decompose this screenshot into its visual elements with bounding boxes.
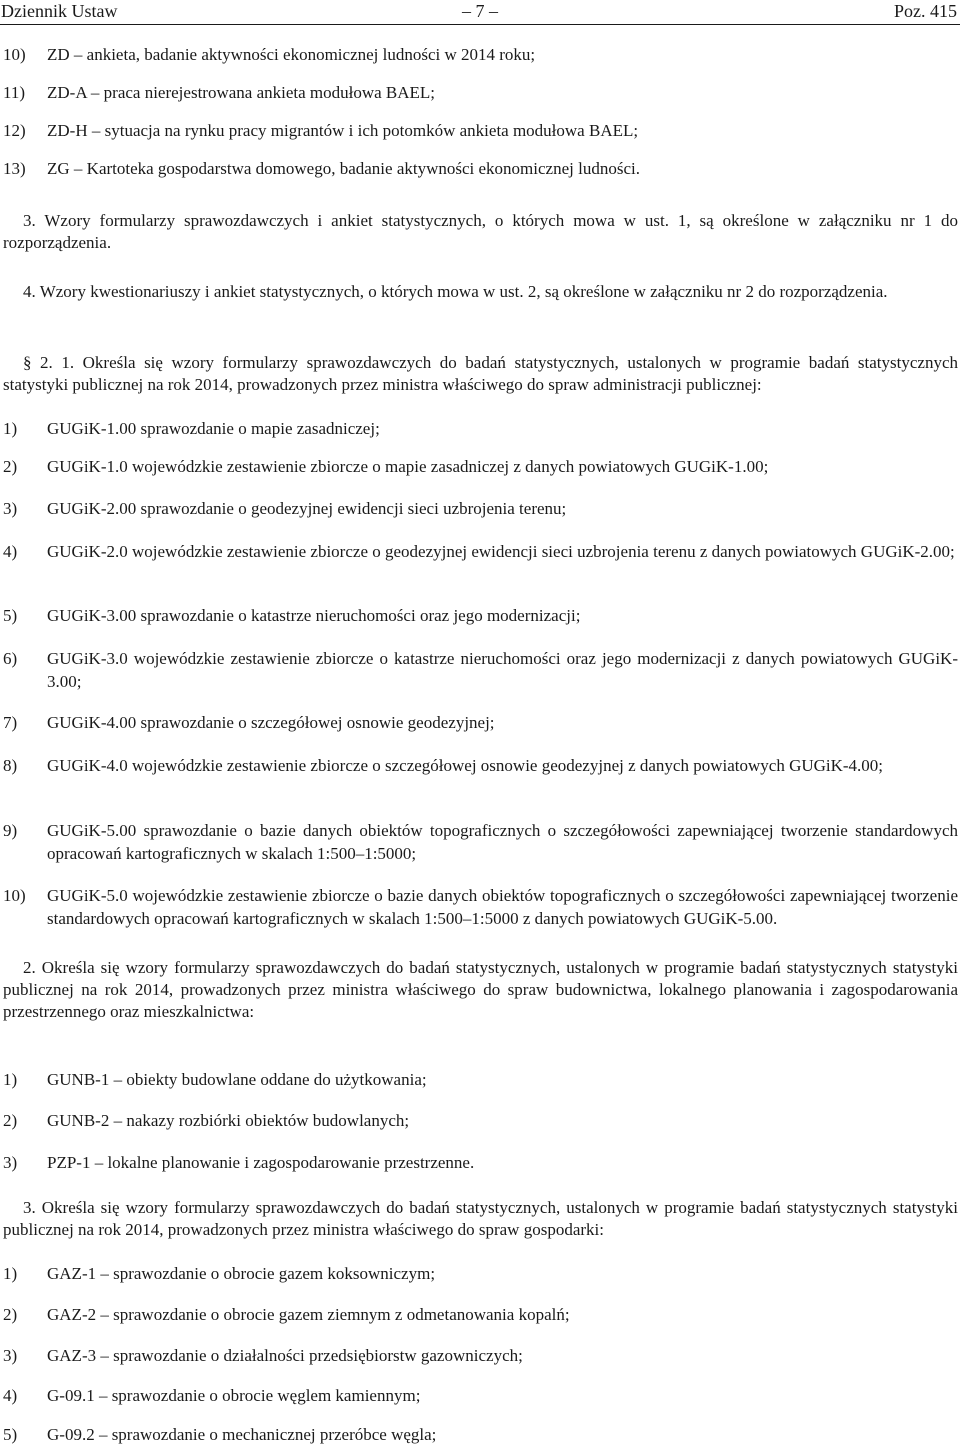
- section-2-intro: § 2. 1. Określa się wzory formularzy sprawozdawczych do badań statystycznych, ustalonych w programie badań statystycznych statystyki publicznej na rok 2014, prowadzonych przez ministra właściwego do spraw administracji publicznej:: [3, 353, 958, 394]
- item-text: GUGiK-4.00 sprawozdanie o szczegółowej osnowie geodezyjnej;: [47, 713, 495, 732]
- item-number: 11): [3, 83, 26, 102]
- page-number: – 7 –: [462, 1, 498, 21]
- section-2-paragraph-3: 3. Określa się wzory formularzy sprawozdawczych do badań statystycznych, ustalonych w programie badań statystycznych statystyki publicznej na rok 2014, prowadzonych przez ministra właściwego do spraw gospodarki:: [3, 1198, 958, 1239]
- item-text: GUGiK-1.00 sprawozdanie o mapie zasadniczej;: [47, 419, 380, 438]
- item-number: 3): [3, 499, 18, 518]
- item-number: 12): [3, 121, 26, 140]
- item-text: ZD-A – praca nierejestrowana ankieta modułowa BAEL;: [47, 83, 436, 102]
- item-number: 4): [3, 1386, 18, 1405]
- item-number: 2): [3, 457, 18, 476]
- paragraph-4: 4. Wzory kwestionariuszy i ankiet statystycznych, o których mowa w ust. 2, są określone w załączniku nr 2 do rozporządzenia.: [23, 282, 888, 301]
- page-header: [0, 0, 960, 22]
- item-text: ZG – Kartoteka gospodarstwa domowego, badanie aktywności ekonomicznej ludności.: [47, 159, 640, 178]
- item-text: G-09.1 – sprawozdanie o obrocie węglem kamiennym;: [47, 1386, 421, 1405]
- item-text: PZP-1 – lokalne planowanie i zagospodarowanie przestrzenne.: [47, 1153, 475, 1172]
- item-text: ZD – ankieta, badanie aktywności ekonomicznej ludności w 2014 roku;: [47, 45, 536, 64]
- item-number: 2): [3, 1305, 18, 1324]
- item-number: 7): [3, 713, 18, 732]
- item-number: 1): [3, 1264, 18, 1283]
- item-text: GUNB-2 – nakazy rozbiórki obiektów budowlanych;: [47, 1111, 410, 1130]
- item-text: GAZ-1 – sprawozdanie o obrocie gazem koksowniczym;: [47, 1264, 436, 1283]
- item-text: GUGiK-4.0 wojewódzkie zestawienie zbiorcze o szczegółowej osnowie geodezyjnej z danych powiatowych GUGiK-4.00;: [47, 756, 884, 775]
- item-text: GUGiK-5.0 wojewódzkie zestawienie zbiorcze o bazie danych obiektów topograficznych o szczegółowości zapewniającej tworzenie standardowych opracowań kartograficznych w skalach 1:500–1:5000 z danych powiatowych GUGiK-5.00.: [47, 886, 958, 928]
- section-2-paragraph-2: 2. Określa się wzory formularzy sprawozdawczych do badań statystycznych, ustalonych w programie badań statystycznych statystyki publicznej na rok 2014, prowadzonych przez ministra właściwego do spraw budownictwa, lokalnego planowania i zagospodarowania przestrzennego oraz mieszkalnictwa:: [3, 958, 958, 1021]
- item-text: GUGiK-1.0 wojewódzkie zestawienie zbiorcze o mapie zasadniczej z danych powiatowych GUGiK-1.00;: [47, 457, 769, 476]
- item-text: ZD-H – sytuacja na rynku pracy migrantów i ich potomków ankieta modułowa BAEL;: [47, 121, 639, 140]
- paragraph-3: 3. Wzory formularzy sprawozdawczych i ankiet statystycznych, o których mowa w ust. 1, są określone w załączniku nr 1 do rozporządzenia.: [3, 211, 958, 252]
- item-text: GUNB-1 – obiekty budowlane oddane do użytkowania;: [47, 1070, 427, 1089]
- item-number: 9): [3, 821, 18, 840]
- item-number: 1): [3, 1070, 18, 1089]
- item-number: 5): [3, 1425, 18, 1444]
- item-number: 8): [3, 756, 18, 775]
- item-text: GUGiK-2.00 sprawozdanie o geodezyjnej ewidencji sieci uzbrojenia terenu;: [47, 499, 567, 518]
- item-number: 4): [3, 542, 18, 561]
- item-number: 2): [3, 1111, 18, 1130]
- item-number: 10): [3, 45, 26, 64]
- item-number: 13): [3, 159, 26, 178]
- item-text: GUGiK-3.0 wojewódzkie zestawienie zbiorcze o katastrze nieruchomości oraz jego modernizacji z danych powiatowych GUGiK- 3.00;: [47, 649, 958, 691]
- item-text: GUGiK-5.00 sprawozdanie o bazie danych obiektów topograficznych o szczegółowości zapewniającej tworzenie standardowych opracowań kartograficznych w skalach 1:500–1:5000;: [47, 821, 958, 863]
- header-rule: [0, 24, 960, 25]
- item-text: GUGiK-2.0 wojewódzkie zestawienie zbiorcze o geodezyjnej ewidencji sieci uzbrojenia terenu z danych powiatowych GUGiK-2.00;: [47, 542, 955, 561]
- item-number: 5): [3, 606, 18, 625]
- item-number: 3): [3, 1346, 18, 1365]
- item-number: 6): [3, 649, 18, 668]
- item-text: GUGiK-3.00 sprawozdanie o katastrze nieruchomości oraz jego modernizacji;: [47, 606, 581, 625]
- item-number: 3): [3, 1153, 18, 1172]
- position-number: Poz. 415: [894, 1, 957, 21]
- item-text: GAZ-3 – sprawozdanie o działalności przedsiębiorstw gazowniczych;: [47, 1346, 523, 1365]
- item-text: G-09.2 – sprawozdanie o mechanicznej przeróbce węgla;: [47, 1425, 437, 1444]
- item-number: 1): [3, 419, 18, 438]
- item-text: GAZ-2 – sprawozdanie o obrocie gazem ziemnym z odmetanowania kopalń;: [47, 1305, 570, 1324]
- journal-title: Dziennik Ustaw: [1, 1, 118, 21]
- item-number: 10): [3, 886, 26, 905]
